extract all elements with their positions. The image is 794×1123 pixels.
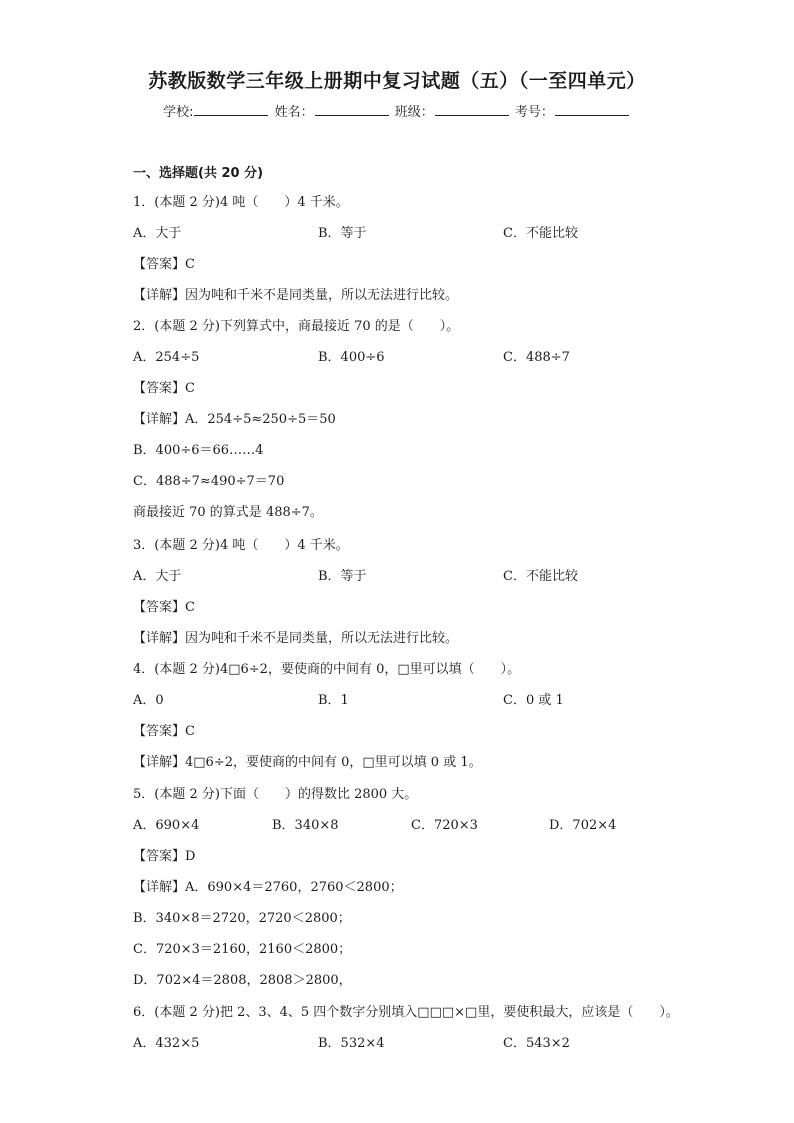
q2-detail-line: B．400÷6＝66……4 — [133, 443, 264, 458]
name-blank[interactable] — [315, 103, 389, 116]
q2-detail-line: 【详解】A．254÷5≈250÷5＝50 — [133, 412, 336, 427]
q4-option-b: B．1 — [318, 693, 349, 708]
q5-option-b: B．340×8 — [272, 818, 339, 833]
q4-detail: 【详解】4□6÷2，要使商的中间有 0，□里可以填 0 或 1。 — [133, 755, 482, 770]
exam-number-label: 考号： — [514, 105, 554, 120]
q2-answer: 【答案】C — [133, 381, 195, 396]
q2-detail-line: 商最接近 70 的算式是 488÷7。 — [133, 505, 323, 520]
q3-option-c: C．不能比较 — [503, 569, 578, 584]
question-6-stem: 6．(本题 2 分)把 2、3、4、5 四个数字分别填入□□□×□里，要使积最大，应该是（ ）。 — [133, 1005, 679, 1020]
school-label: 学校: — [163, 105, 194, 120]
school-blank[interactable] — [194, 103, 268, 116]
q6-option-c: C．543×2 — [503, 1036, 570, 1051]
q3-option-b: B．等于 — [318, 569, 367, 584]
q1-option-b: B．等于 — [318, 226, 367, 241]
q6-option-b: B．532×4 — [318, 1036, 385, 1051]
class-blank[interactable] — [435, 103, 509, 116]
q5-option-a: A．690×4 — [133, 818, 200, 833]
q2-detail-line: C．488÷7≈490÷7＝70 — [133, 474, 285, 489]
section-heading: 一、选择题(共 20 分) — [133, 166, 264, 181]
q5-detail-line: C．720×3＝2160，2160＜2800； — [133, 942, 352, 957]
student-info-row — [0, 101, 794, 120]
q5-answer: 【答案】D — [133, 849, 196, 864]
q3-answer: 【答案】C — [133, 600, 195, 615]
q5-detail-line: D．702×4＝2808，2808＞2800， — [133, 973, 352, 988]
q4-answer: 【答案】C — [133, 724, 195, 739]
q4-option-a: A．0 — [133, 693, 164, 708]
q1-detail: 【详解】因为吨和千米不是同类量，所以无法进行比较。 — [133, 288, 459, 303]
q5-detail-line: 【详解】A．690×4＝2760，2760＜2800； — [133, 880, 403, 895]
q3-option-a: A．大于 — [133, 569, 182, 584]
class-label: 班级： — [394, 105, 434, 120]
question-4-stem: 4．(本题 2 分)4□6÷2，要使商的中间有 0，□里可以填（ ）。 — [133, 662, 521, 677]
q5-option-c: C．720×3 — [411, 818, 478, 833]
name-label: 姓名： — [274, 105, 314, 120]
q4-option-c: C．0 或 1 — [503, 693, 564, 708]
q1-answer: 【答案】C — [133, 257, 195, 272]
q5-option-d: D．702×4 — [549, 818, 617, 833]
question-1-stem: 1．(本题 2 分)4 吨（ ）4 千米。 — [133, 195, 349, 210]
q6-option-a: A．432×5 — [133, 1036, 200, 1051]
question-2-stem: 2．(本题 2 分)下列算式中，商最接近 70 的是（ ）。 — [133, 319, 460, 334]
question-5-stem: 5．(本题 2 分)下面（ ）的得数比 2800 大。 — [133, 787, 418, 802]
q2-option-c: C．488÷7 — [503, 350, 570, 365]
page-title: 苏教版数学三年级上册期中复习试题（五）（一至四单元） — [148, 70, 646, 92]
exam-number-blank[interactable] — [555, 103, 629, 116]
q1-option-c: C．不能比较 — [503, 226, 578, 241]
question-3-stem: 3．(本题 2 分)4 吨（ ）4 千米。 — [133, 538, 349, 553]
q5-detail-line: B．340×8＝2720，2720＜2800； — [133, 911, 351, 926]
q2-option-a: A．254÷5 — [133, 350, 200, 365]
q2-option-b: B．400÷6 — [318, 350, 385, 365]
q3-detail: 【详解】因为吨和千米不是同类量，所以无法进行比较。 — [133, 631, 459, 646]
q1-option-a: A．大于 — [133, 226, 182, 241]
